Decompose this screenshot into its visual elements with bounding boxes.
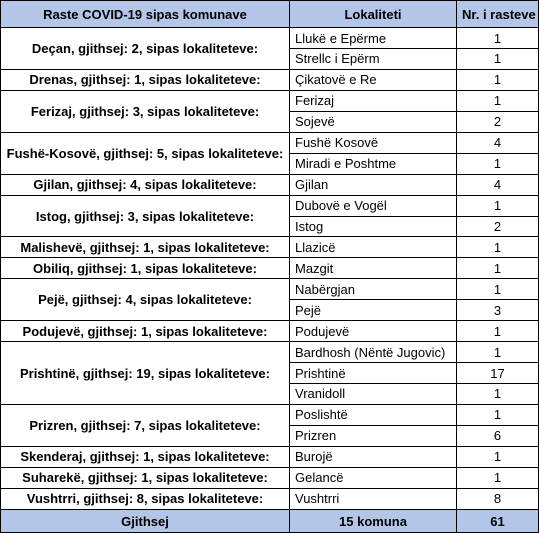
locality-cell: Podujevë	[290, 321, 457, 342]
table-row	[1, 467, 539, 488]
municipality-cell: Pejë, gjithsej: 4, sipas lokaliteteve:	[1, 279, 290, 321]
header-locality: Lokaliteti	[290, 1, 457, 28]
municipality-cell: Skenderaj, gjithsej: 1, sipas lokaliteteve:	[1, 446, 290, 467]
case-count-cell: 1	[457, 49, 539, 70]
municipality-cell: Prishtinë, gjithsej: 19, sipas lokaliteteve:	[1, 342, 290, 405]
table-row	[1, 28, 539, 49]
locality-cell: Mazgit	[290, 258, 457, 279]
municipality-cell: Fushë-Kosovë, gjithsej: 5, sipas lokaliteteve:	[1, 132, 290, 174]
locality-cell: Poslishtë	[290, 404, 457, 425]
table-row	[1, 237, 539, 258]
table-body	[1, 1, 539, 510]
table-row	[1, 174, 539, 195]
municipality-cell: Prizren, gjithsej: 7, sipas lokaliteteve:	[1, 404, 290, 446]
case-count-cell: 1	[457, 258, 539, 279]
footer-row	[1, 510, 539, 533]
case-count-cell: 4	[457, 174, 539, 195]
case-count-cell: 1	[457, 90, 539, 111]
locality-cell: Dubovë e Vogël	[290, 195, 457, 216]
footer-total-label: Gjithsej	[1, 510, 290, 533]
locality-cell: Miradi e Poshtme	[290, 153, 457, 174]
municipality-cell: Malishevë, gjithsej: 1, sipas lokaliteteve:	[1, 237, 290, 258]
municipality-cell: Obiliq, gjithsej: 1, sipas lokaliteteve:	[1, 258, 290, 279]
table-row	[1, 258, 539, 279]
locality-cell: Çikatovë e Re	[290, 69, 457, 90]
municipality-cell: Drenas, gjithsej: 1, sipas lokaliteteve:	[1, 69, 290, 90]
locality-cell: Vushtrri	[290, 488, 457, 509]
table-row	[1, 132, 539, 153]
municipality-cell: Deçan, gjithsej: 2, sipas lokaliteteve:	[1, 28, 290, 70]
municipality-cell: Suharekë, gjithsej: 1, sipas lokaliteteve:	[1, 467, 290, 488]
locality-cell: Llazicë	[290, 237, 457, 258]
case-count-cell: 1	[457, 28, 539, 49]
case-count-cell: 1	[457, 384, 539, 405]
locality-cell: Fushë Kosovë	[290, 132, 457, 153]
case-count-cell: 1	[457, 342, 539, 363]
case-count-cell: 1	[457, 153, 539, 174]
case-count-cell: 3	[457, 300, 539, 321]
locality-cell: Nabërgjan	[290, 279, 457, 300]
locality-cell: Strellc i Epërm	[290, 49, 457, 70]
case-count-cell: 1	[457, 279, 539, 300]
header-municipality: Raste COVID-19 sipas komunave	[1, 1, 290, 28]
case-count-cell: 17	[457, 363, 539, 384]
case-count-cell: 1	[457, 237, 539, 258]
locality-cell: Pejë	[290, 300, 457, 321]
table-row	[1, 488, 539, 509]
locality-cell: Burojë	[290, 446, 457, 467]
case-count-cell: 2	[457, 111, 539, 132]
locality-cell: Gelancë	[290, 467, 457, 488]
case-count-cell: 1	[457, 467, 539, 488]
table-row	[1, 321, 539, 342]
locality-cell: Istog	[290, 216, 457, 237]
footer-municipality-count: 15 komuna	[290, 510, 457, 533]
case-count-cell: 8	[457, 488, 539, 509]
footer-total-cases: 61	[457, 510, 539, 533]
header-case-count: Nr. i rasteve	[457, 1, 539, 28]
case-count-cell: 1	[457, 446, 539, 467]
locality-cell: Prizren	[290, 425, 457, 446]
table-row	[1, 342, 539, 363]
case-count-cell: 1	[457, 404, 539, 425]
case-count-cell: 1	[457, 321, 539, 342]
table-row	[1, 69, 539, 90]
locality-cell: Sojevë	[290, 111, 457, 132]
table-row	[1, 90, 539, 111]
locality-cell: Bardhosh (Nëntë Jugovic)	[290, 342, 457, 363]
municipality-cell: Ferizaj, gjithsej: 3, sipas lokaliteteve:	[1, 90, 290, 132]
case-count-cell: 2	[457, 216, 539, 237]
municipality-cell: Podujevë, gjithsej: 1, sipas lokaliteteve:	[1, 321, 290, 342]
locality-cell: Prishtinë	[290, 363, 457, 384]
table-row	[1, 446, 539, 467]
header-row	[1, 1, 539, 28]
municipality-cell: Gjilan, gjithsej: 4, sipas lokaliteteve:	[1, 174, 290, 195]
locality-cell: Ferizaj	[290, 90, 457, 111]
case-count-cell: 4	[457, 132, 539, 153]
table-row	[1, 195, 539, 216]
table-row	[1, 279, 539, 300]
locality-cell: Llukë e Epërme	[290, 28, 457, 49]
locality-cell: Gjilan	[290, 174, 457, 195]
case-count-cell: 6	[457, 425, 539, 446]
table-row	[1, 404, 539, 425]
locality-cell: Vranidoll	[290, 384, 457, 405]
municipality-cell: Istog, gjithsej: 3, sipas lokaliteteve:	[1, 195, 290, 237]
case-count-cell: 1	[457, 69, 539, 90]
municipality-cell: Vushtrri, gjithsej: 8, sipas lokaliteteve:	[1, 488, 290, 509]
case-count-cell: 1	[457, 195, 539, 216]
